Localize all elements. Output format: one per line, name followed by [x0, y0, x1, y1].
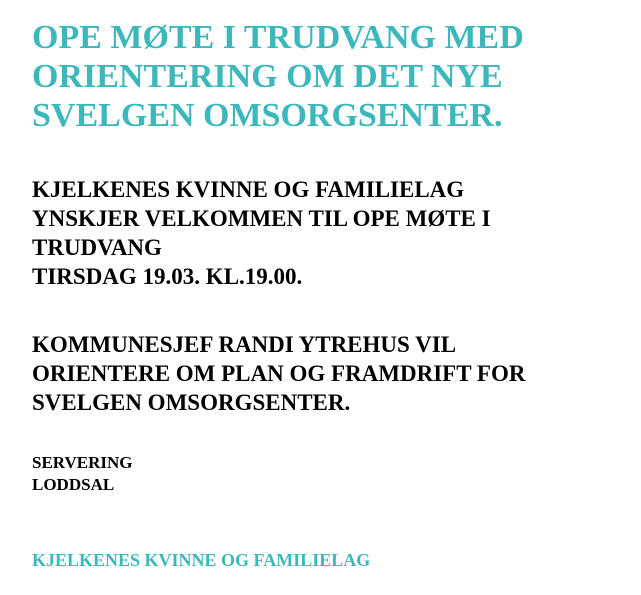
headline-line: ORIENTERING OM DET NYE [32, 58, 503, 95]
extras-item-loddsal: LODDSAL [32, 475, 115, 494]
agenda-line: ORIENTERE OM PLAN OG FRAMDRIFT FOR [32, 361, 526, 386]
headline-line: OPE MØTE I TRUDVANG MED [32, 19, 524, 56]
invitation-line: YNSKJER VELKOMMEN TIL OPE MØTE I [32, 206, 491, 231]
agenda-line: KOMMUNESJEF RANDI YTREHUS VIL [32, 332, 457, 357]
date-time-line: TIRSDAG 19.03. KL.19.00. [32, 264, 303, 289]
invitation-text [32, 175, 491, 291]
extras-list [32, 452, 132, 496]
agenda-text [32, 330, 525, 417]
invitation-line: KJELKENES KVINNE OG FAMILIELAG [32, 177, 465, 202]
organizer-signature: KJELKENES KVINNE OG FAMILIELAG [32, 550, 371, 570]
invitation-line: TRUDVANG [32, 235, 162, 260]
notice-headline [32, 18, 524, 135]
extras-item-servering: SERVERING [32, 453, 133, 472]
agenda-line: SVELGEN OMSORGSENTER. [32, 390, 351, 415]
headline-line: SVELGEN OMSORGSENTER. [32, 97, 503, 134]
